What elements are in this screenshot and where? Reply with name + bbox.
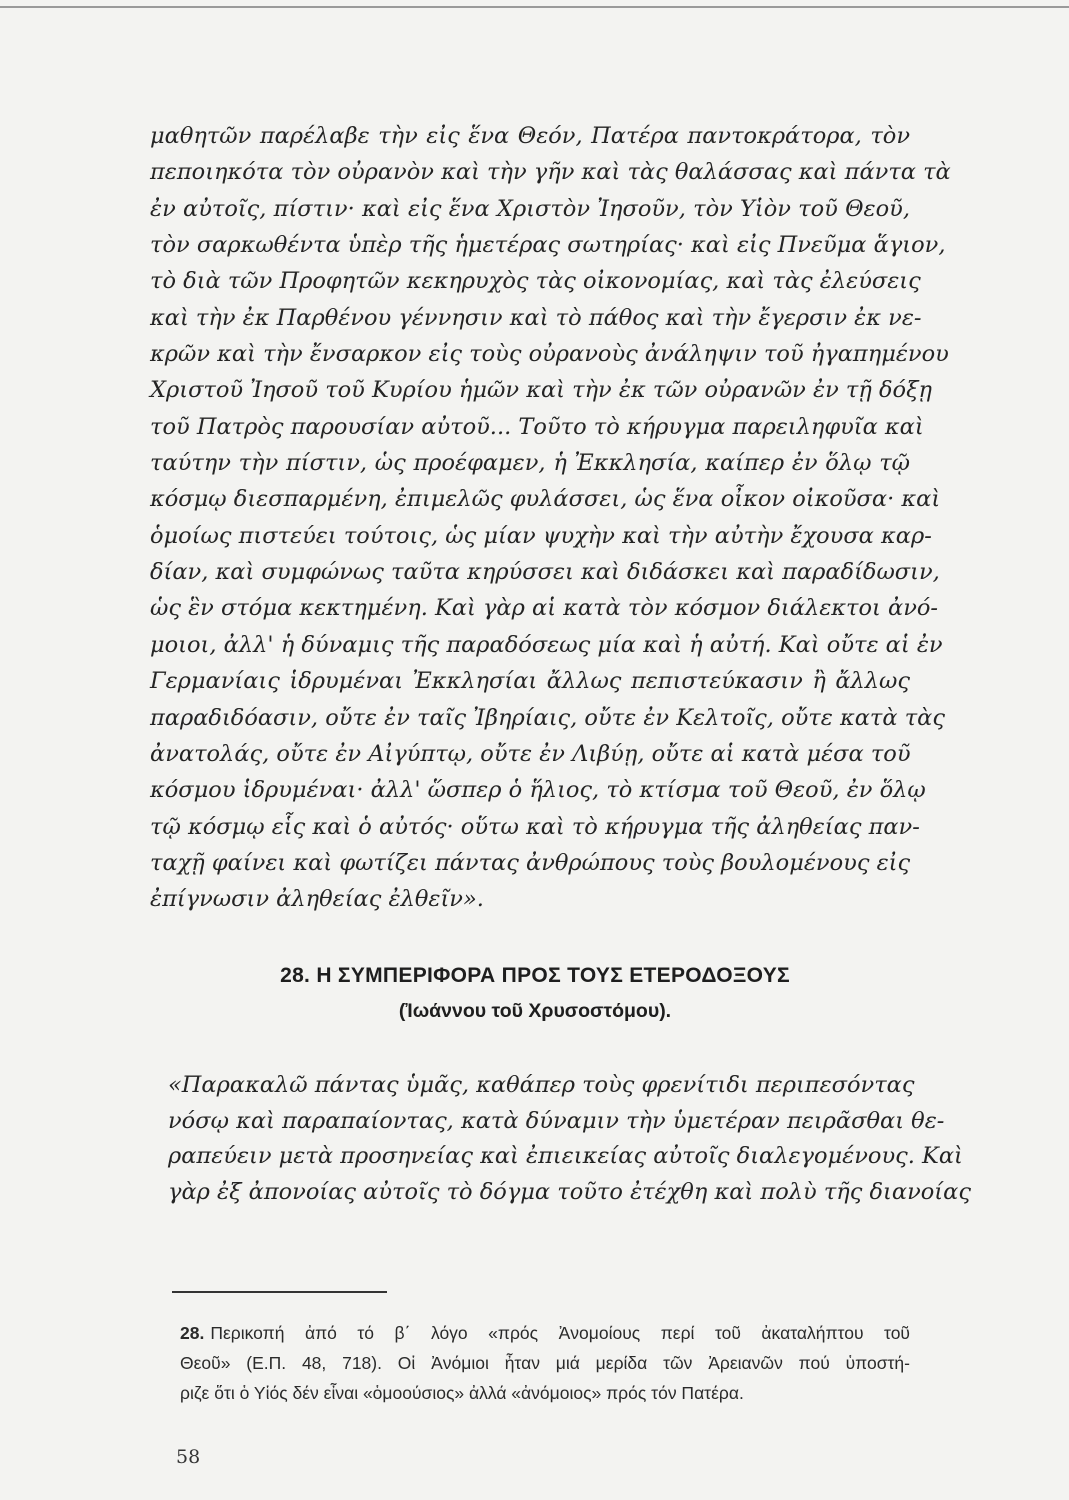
text-line: κρῶν καὶ τὴν ἔνσαρκον εἰς τοὺς οὐρανοὺς ἀνάληψιν τοῦ ἠγαπημένου (150, 341, 949, 368)
footnote-line: Θεοῦ» (Ε.Π. 48, 718). Οἱ Ἀνόμιοι ἦταν μιά μερίδα τῶν Ἀρειανῶν πού ὑποστή- (180, 1353, 910, 1373)
text-line: ἐπίγνωσιν ἀληθείας ἐλθεῖν». (150, 886, 484, 913)
text-line: κόσμου ἱδρυμέναι· ἀλλ' ὥσπερ ὁ ἥλιος, τὸ κτίσμα τοῦ Θεοῦ, ἐν ὅλῳ (150, 777, 926, 804)
text-line: δίαν, καὶ συμφώνως ταῦτα κηρύσσει καὶ διδάσκει καὶ παραδίδωσιν, (150, 559, 940, 586)
text-line: μαθητῶν παρέλαβε τὴν εἰς ἕνα Θεόν, Πατέρα παντοκράτορα, τὸν (150, 123, 910, 149)
footnote-line (180, 1318, 910, 1348)
section-subtitle: (Ἰωάννου τοῦ Χρυσοστόμου). (398, 1000, 672, 1022)
text-line: τοῦ Πατρὸς παρουσίαν αὐτοῦ... Τοῦτο τὸ κήρυγμα παρειληφυῖα καὶ (150, 413, 924, 440)
footnote-number: 28. (180, 1323, 205, 1343)
main-text-block (150, 118, 951, 918)
footnote-text: Περικοπή ἀπό τό β΄ λόγο «πρός Ἀνομοίους περί τοῦ ἀκαταλήπτου τοῦ (210, 1323, 910, 1343)
text-line: καὶ τὴν ἐκ Παρθένου γέννησιν καὶ τὸ πάθος καὶ τὴν ἔγερσιν ἐκ νε- (150, 304, 922, 331)
section-title: 28. Η ΣΥΜΠΕΡΙΦΟΡΑ ΠΡΟΣ ΤΟΥΣ ΕΤΕΡΟΔΟΞΟΥΣ (280, 964, 790, 987)
text-line: ἐν αὐτοῖς, πίστιν· καὶ εἰς ἕνα Χριστὸν Ἰησοῦν, τὸν Υἱὸν τοῦ Θεοῦ, (150, 195, 910, 222)
text-line: πεποιηκότα τὸν οὐρανὸν καὶ τὴν γῆν καὶ τὰς θαλάσσας καὶ πάντα τὰ (150, 159, 951, 186)
text-line: νόσῳ καὶ παραπαίοντας, κατὰ δύναμιν τὴν ὑμετέραν πειρᾶσθαι θε- (168, 1107, 945, 1134)
text-line: Χριστοῦ Ἰησοῦ τοῦ Κυρίου ἡμῶν καὶ τὴν ἐκ τῶν οὐρανῶν ἐν τῇ δόξῃ (150, 377, 932, 404)
top-edge-rule (0, 6, 1069, 8)
text-line: ραπεύειν μετὰ προσηνείας καὶ ἐπιεικείας αὐτοῖς διαλεγομένους. Καὶ (168, 1143, 963, 1169)
footnote (180, 1318, 910, 1408)
text-line: γὰρ ἐξ ἀπονοίας αὐτοῖς τὸ δόγμα τοῦτο ἐτέχθη καὶ πολὺ τῆς διανοίας (168, 1178, 971, 1205)
text-line: τῷ κόσμῳ εἷς καὶ ὁ αὐτός· οὕτω καὶ τὸ κήρυγμα τῆς ἀληθείας παν- (150, 813, 920, 840)
section-heading (160, 958, 910, 1028)
section-text-block (168, 1068, 971, 1210)
text-line: τὸν σαρκωθέντα ὑπὲρ τῆς ἡμετέρας σωτηρίας· καὶ εἰς Πνεῦμα ἅγιον, (150, 232, 946, 259)
footnote-line: ριζε ὅτι ὁ Υἱός δέν εἶναι «ὁμοούσιος» ἀλλά «ἀνόμοιος» πρός τόν Πατέρα. (180, 1383, 744, 1403)
footnote-divider (172, 1291, 387, 1293)
text-line: Γερμανίαις ἱδρυμέναι Ἐκκλησίαι ἄλλως πεπιστεύκασιν ἢ ἄλλως (150, 668, 910, 695)
text-line: ταχῇ φαίνει καὶ φωτίζει πάντας ἀνθρώπους τοὺς βουλομένους εἰς (150, 849, 911, 876)
text-line: παραδιδόασιν, οὔτε ἐν ταῖς Ἰβηρίαις, οὔτε ἐν Κελτοῖς, οὔτε κατὰ τὰς (150, 704, 945, 731)
text-line: ἀνατολάς, οὔτε ἐν Αἰγύπτῳ, οὔτε ἐν Λιβύῃ, οὔτε αἱ κατὰ μέσα τοῦ (150, 740, 911, 767)
text-line: τὸ διὰ τῶν Προφητῶν κεκηρυχὸς τὰς οἰκονομίας, καὶ τὰς ἐλεύσεις (150, 268, 921, 295)
text-line: ταύτην τὴν πίστιν, ὡς προέφαμεν, ἡ Ἐκκλησία, καίπερ ἐν ὅλῳ τῷ (150, 450, 910, 477)
text-line: ὡς ἓν στόμα κεκτημένη. Καὶ γὰρ αἱ κατὰ τὸν κόσμον διάλεκτοι ἀνό- (150, 595, 939, 622)
page-number: 58 (176, 1446, 201, 1468)
text-line: κόσμῳ διεσπαρμένη, ἐπιμελῶς φυλάσσει, ὡς ἕνα οἶκον οἰκοῦσα· καὶ (150, 486, 941, 513)
text-line: ὁμοίως πιστεύει τούτοις, ὡς μίαν ψυχὴν καὶ τὴν αὐτὴν ἔχουσα καρ- (150, 522, 932, 549)
text-line: «Παρακαλῶ πάντας ὑμᾶς, καθάπερ τοὺς φρενίτιδι περιπεσόντας (168, 1072, 915, 1098)
text-line: μοιοι, ἀλλ' ἡ δύναμις τῆς παραδόσεως μία καὶ ἡ αὐτή. Καὶ οὔτε αἱ ἐν (150, 631, 943, 658)
